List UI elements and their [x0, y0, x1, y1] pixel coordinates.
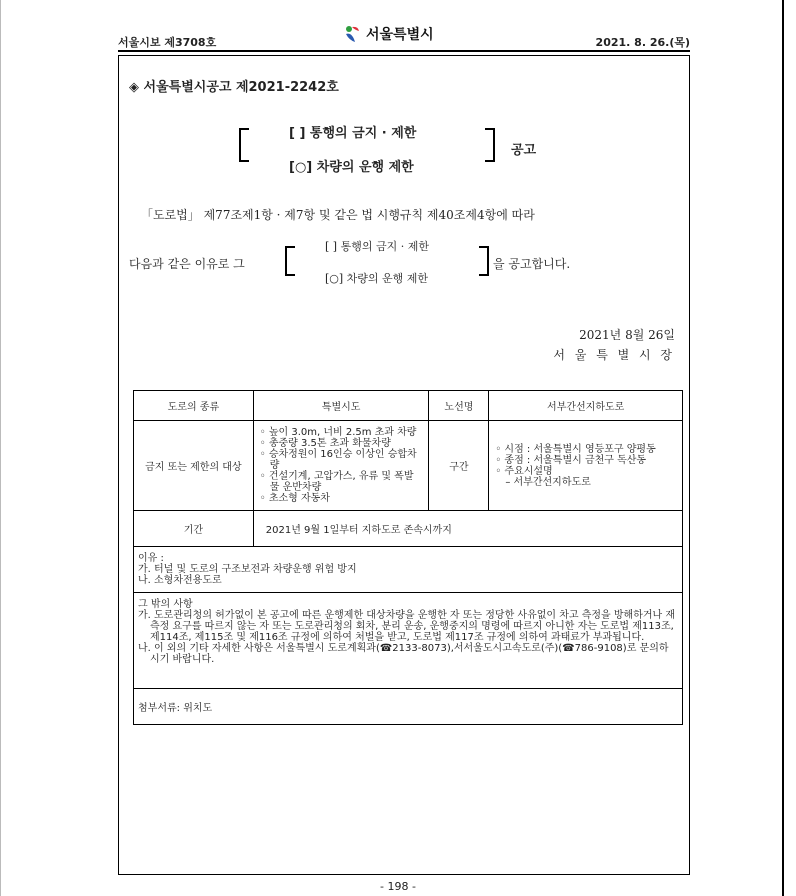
section-sub-item: – 서부간선지하도로 — [505, 476, 591, 488]
reason-cell — [134, 547, 683, 593]
gazette-date: 2021. 8. 26.(목) — [595, 36, 690, 49]
bracket-right — [485, 128, 495, 162]
small-bracket-right — [479, 246, 489, 276]
header-route-value: 서부간선지하도로 — [489, 391, 683, 421]
header-road-class: 특별시도 — [253, 391, 429, 421]
list-item: 나. 소형차전용도로 — [138, 575, 222, 586]
target-list — [260, 427, 423, 504]
notice-label: 공고 — [511, 143, 537, 158]
list-item: ◦ 주요시설명 — [495, 465, 553, 477]
list-item: ◦ 높이 3.0m, 너비 2.5m 초과 차량 — [259, 427, 417, 438]
gazette-number: 서울시보 제3708호 — [118, 36, 217, 49]
period-value: 2021년 9월 1일부터 지하도로 존속시까지 — [253, 511, 682, 547]
header-rule — [118, 50, 690, 52]
page-number: - 198 - — [380, 880, 416, 893]
seoul-logo — [343, 24, 434, 44]
table-row-targets — [134, 421, 683, 511]
page-edge-right — [782, 0, 784, 896]
page-edge-left — [0, 0, 1, 896]
list-item: ◦ 종점 : 서울특별시 금천구 독산동 — [495, 454, 647, 466]
section-list — [495, 444, 676, 477]
reason-title: 이유 : — [138, 553, 164, 564]
header-road-type: 도로의 종류 — [134, 391, 254, 421]
option-restrict: [○] 차량의 운행 제한 — [289, 160, 414, 175]
issuer: 서 울 특 별 시 장 — [553, 348, 675, 362]
list-item: 가. 도로관리청의 허가없이 본 공고에 따른 운행제한 대상차량을 운행한 자 또는 정당한 사유없이 차고 측정을 방해하거나 재측정 요구를 따르지 않는 자 또는 도로관리청의 회차, 분리 운송, 운행중지의 명령에 따르지 아니한 자는 도로법 제113조, 제114조, 제115조 및 제116조 규정에 의하여 처벌을 받고, 도로법 제117조 규정에 의하여 과태료가 부과됩니다. — [138, 610, 676, 643]
table-row-period — [134, 511, 683, 547]
org-name: 서울특별시 — [366, 27, 434, 43]
list-item: ◦ 건설기계, 고압가스, 유류 및 폭발물 운반차량 — [259, 471, 414, 493]
option-prohibit: [ ] 통행의 금지 · 제한 — [289, 126, 417, 141]
logo-swoosh-blue — [346, 34, 355, 42]
list-item: 가. 터널 및 도로의 구조보전과 차량운행 위험 방지 — [138, 564, 357, 575]
small-option-restrict: [○] 차량의 운행 제한 — [325, 272, 429, 285]
table-row-misc — [134, 593, 683, 689]
legal-basis: 「도로법」 제77조제1항 · 제7항 및 같은 법 시행규칙 제40조제4항에 따라 — [141, 208, 535, 222]
target-list-cell — [253, 421, 429, 511]
list-item: ◦ 초소형 자동차 — [259, 493, 330, 504]
table-row-attachment — [134, 689, 683, 725]
logo-swoosh-red — [352, 27, 359, 31]
small-bracket-left — [285, 246, 295, 276]
reason-suffix: 을 공고합니다. — [493, 257, 571, 271]
misc-list — [138, 610, 678, 665]
bracket-left — [239, 128, 249, 162]
table-header-row — [134, 391, 683, 421]
notice-title: ◈ 서울특별시공고 제2021-2242호 — [129, 80, 339, 95]
header-route-name: 노선명 — [429, 391, 489, 421]
target-label: 금지 또는 제한의 대상 — [134, 421, 254, 511]
list-item: ◦ 시점 : 서울특별시 영등포구 양평동 — [495, 443, 656, 455]
small-option-prohibit: [ ] 통행의 금지 · 제한 — [325, 240, 429, 253]
list-item: ◦ 총중량 3.5톤 초과 화물차량 — [259, 438, 391, 449]
seoul-logo-icon — [343, 24, 363, 44]
section-label: 구간 — [429, 421, 489, 511]
gazette-header — [118, 26, 690, 50]
reason-prefix: 다음과 같은 이유로 그 — [129, 257, 245, 271]
restriction-table — [133, 390, 683, 725]
logo-dot-green — [346, 26, 352, 32]
list-item: ◦ 승차정원이 16인승 이상인 승합차량 — [259, 449, 417, 471]
notice-date: 2021년 8월 26일 — [579, 328, 675, 342]
table-row-reason — [134, 547, 683, 593]
list-item: 나. 이 외의 기타 자세한 사항은 서울특별시 도로계획과(☎2133-8073),서서울도시고속도로(주)(☎786-9108)로 문의하시기 바랍니다. — [138, 643, 669, 665]
notice-frame — [118, 55, 690, 875]
misc-title: 그 밖의 사항 — [138, 599, 193, 610]
period-label: 기간 — [134, 511, 254, 547]
attachment: 첨부서류: 위치도 — [134, 689, 683, 725]
misc-cell — [134, 593, 683, 689]
section-list-cell — [489, 421, 683, 511]
